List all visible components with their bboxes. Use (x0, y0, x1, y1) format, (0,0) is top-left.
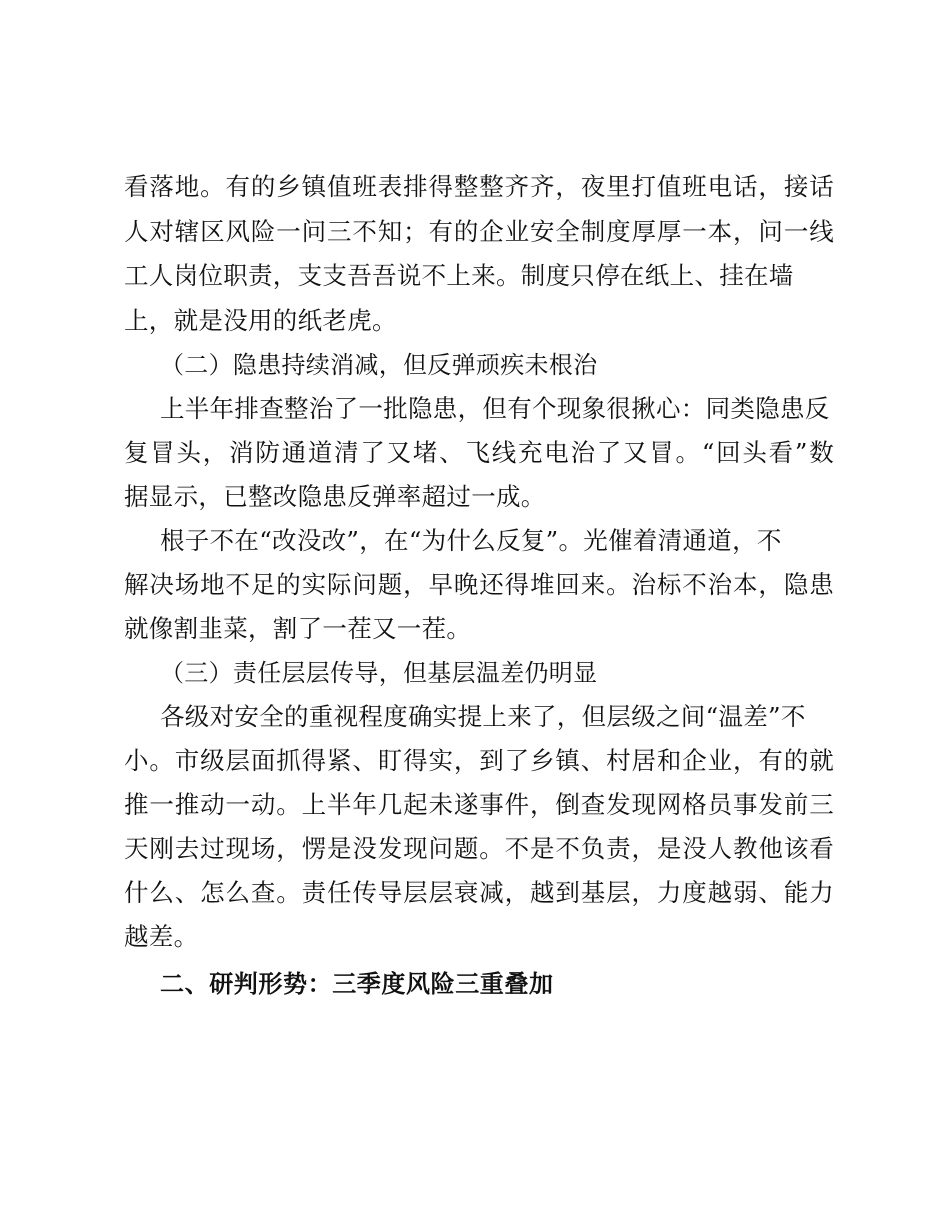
paragraph-line: 就像割韭菜，割了一茬又一茬。 (124, 614, 472, 643)
subsection-heading: （三）责任层层传导，但基层温差仍明显 (160, 659, 598, 687)
paragraph-line: 工人岗位职责，支支吾吾说不上来。制度只停在纸上、挂在墙 (124, 261, 794, 290)
subsection-heading: （二）隐患持续消减，但反弹顽疾未根治 (160, 351, 598, 379)
paragraph-line: 小。市级层面抓得紧、盯得实，到了乡镇、村居和企业，有的就 (124, 746, 834, 775)
section-heading: 二、研判形势：三季度风险三重叠加 (160, 970, 554, 998)
paragraph-line: 人对辖区风险一问三不知；有的企业安全制度厚厚一本，问一线 (124, 217, 834, 246)
paragraph-line: 各级对安全的重视程度确实提上来了，但层级之间“温差”不 (160, 702, 806, 731)
paragraph-line: 什么、怎么查。责任传导层层衰减，越到基层，力度越弱、能力 (124, 878, 834, 907)
paragraph-line: 上半年排查整治了一批隐患，但有个现象很揪心：同类隐患反 (160, 394, 830, 423)
paragraph-line: 复冒头，消防通道清了又堵、飞线充电治了又冒。“回头看”数 (124, 438, 834, 467)
paragraph-line: 越差。 (124, 922, 199, 951)
paragraph-line: 据显示，已整改隐患反弹率超过一成。 (124, 482, 546, 511)
paragraph-line: 解决场地不足的实际问题，早晚还得堆回来。治标不治本，隐患 (124, 570, 834, 599)
paragraph-line: 推一推动一动。上半年几起未遂事件，倒查发现网格员事发前三 (124, 790, 834, 819)
paragraph-line: 天刚去过现场，愣是没发现问题。不是不负责，是没人教他该看 (124, 834, 834, 863)
paragraph-line: 根子不在“改没改”，在“为什么反复”。光催着清通道，不 (160, 526, 782, 555)
paragraph-line: 上，就是没用的纸老虎。 (124, 306, 397, 335)
paragraph-line: 看落地。有的乡镇值班表排得整整齐齐，夜里打值班电话，接话 (124, 172, 834, 201)
